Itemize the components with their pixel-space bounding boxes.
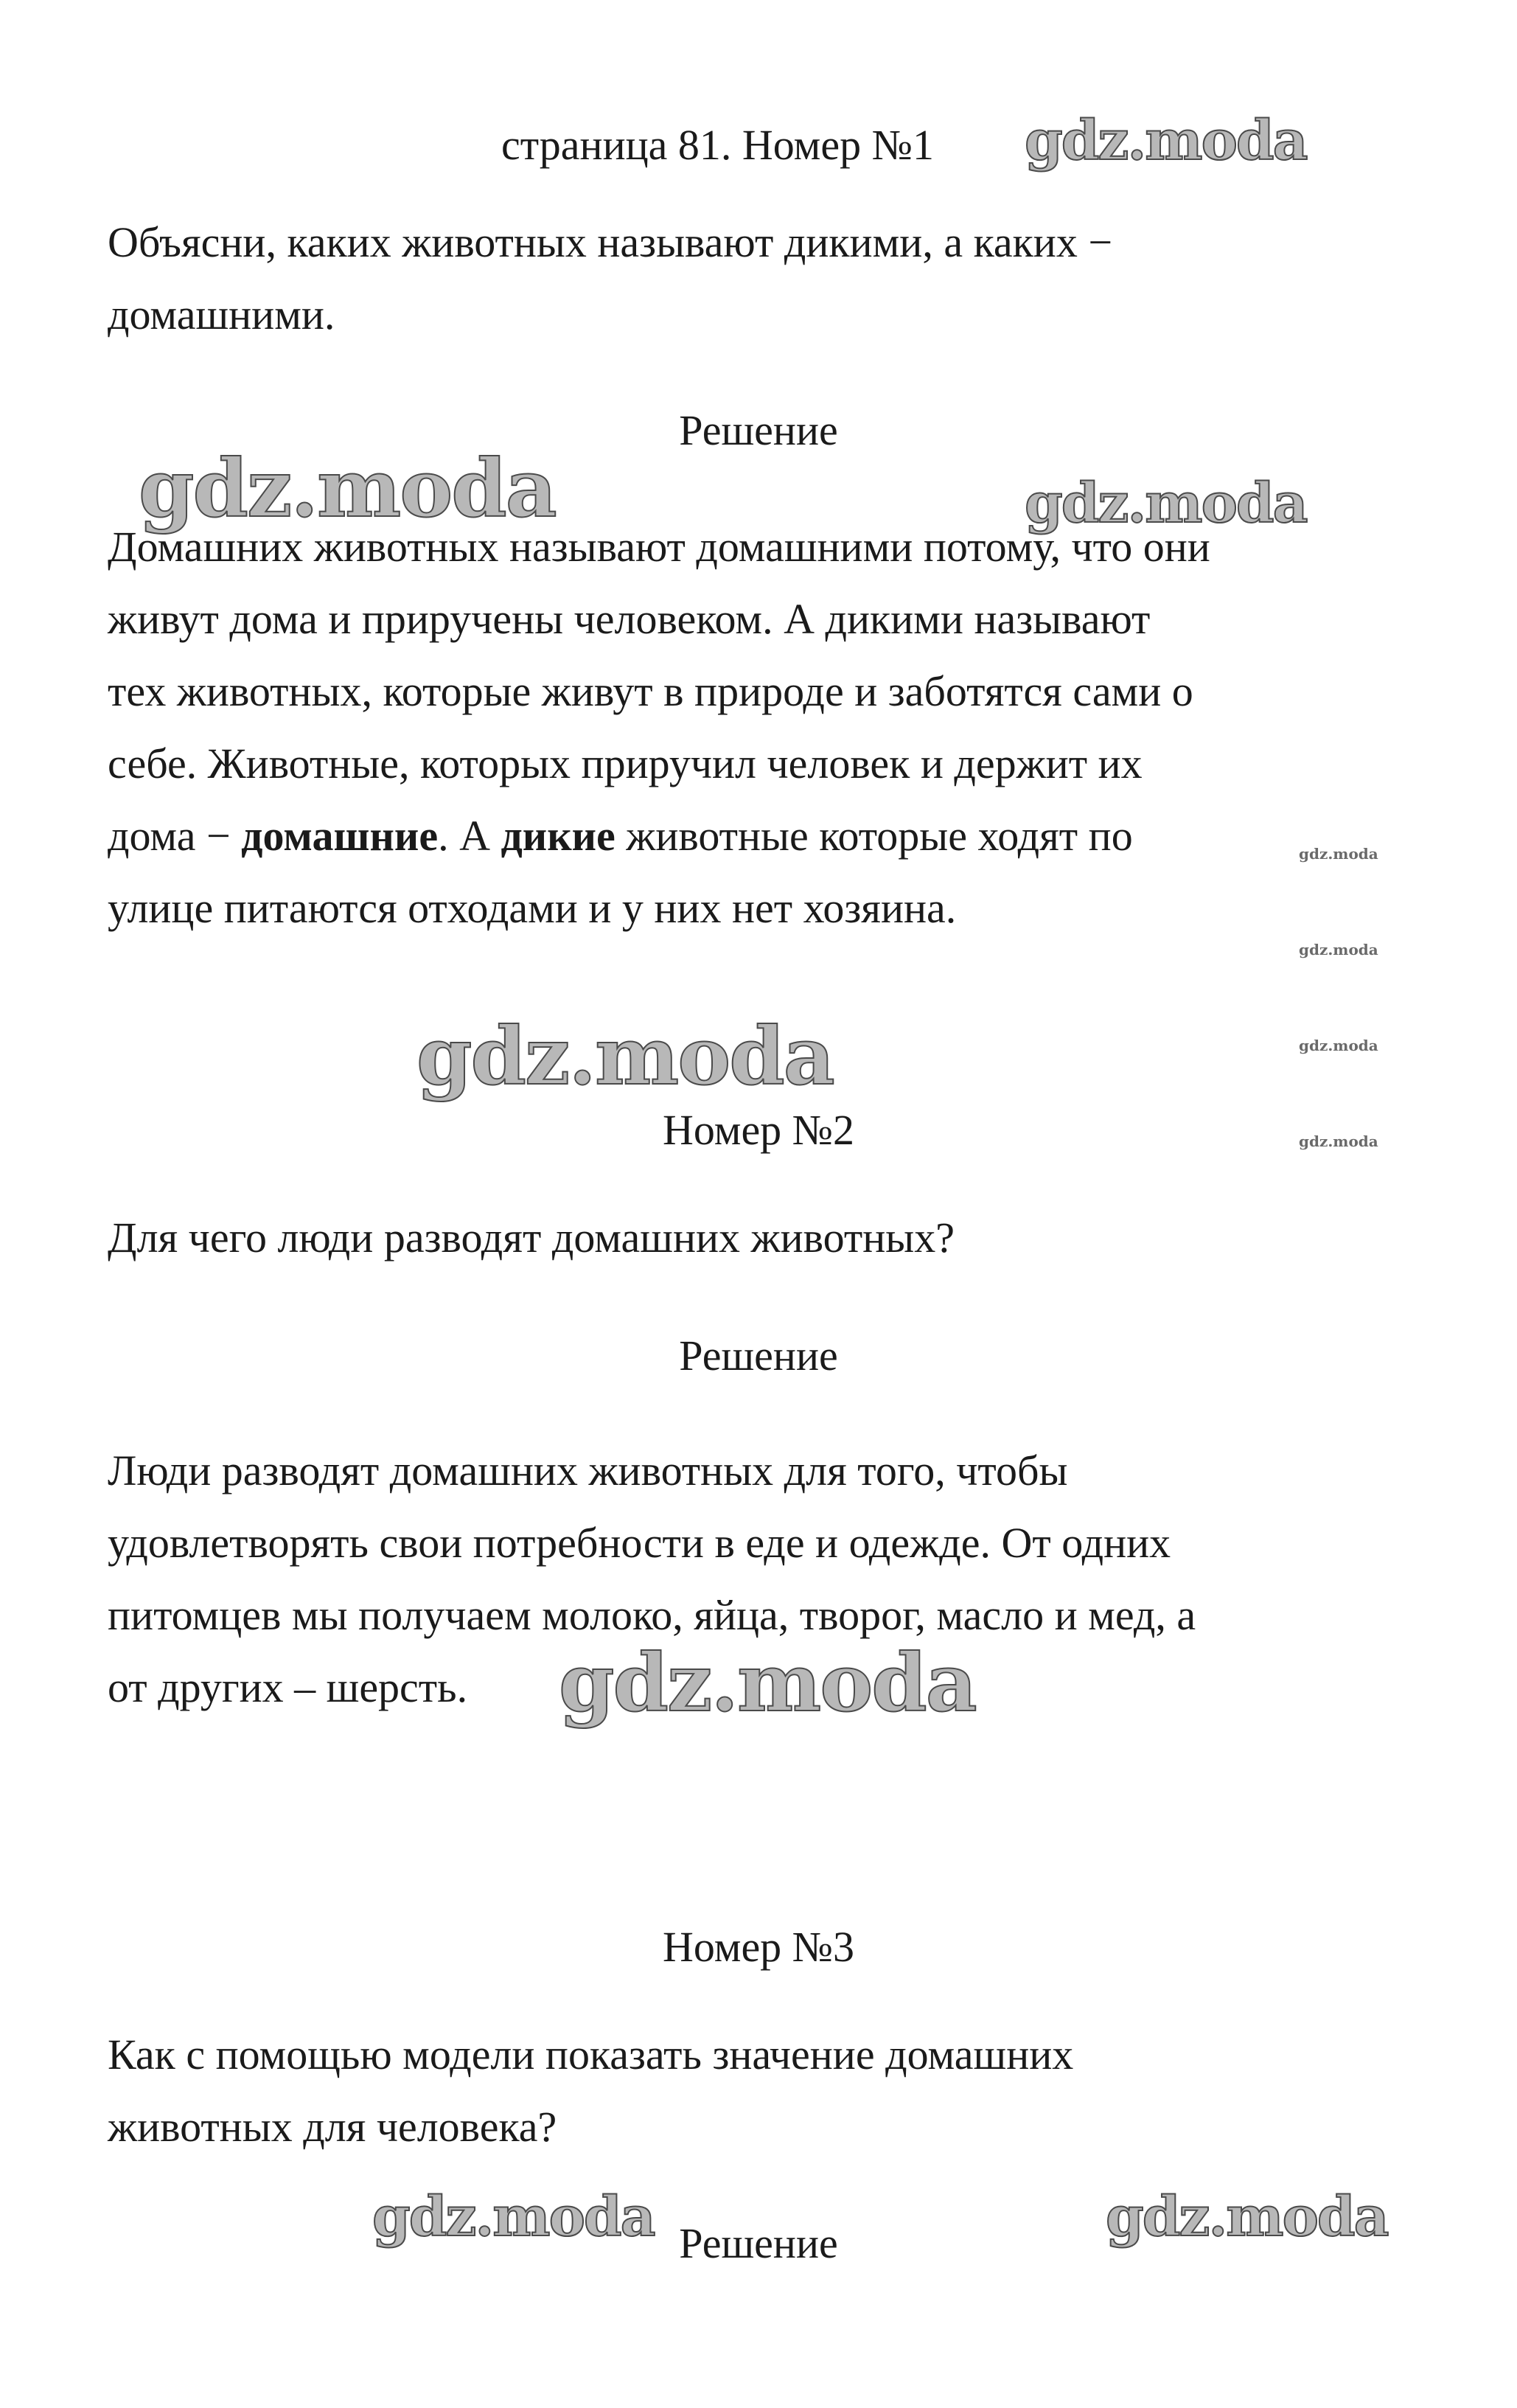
bold-term-wild: дикие [501,812,615,860]
task3-heading: Номер №3 [662,1923,855,1971]
task1-solution-heading: Решение [679,406,838,454]
task1-answer-line: Домашних животных называют домашними потому, что они [108,523,1210,571]
watermark-small: gdz.moda [1299,1132,1378,1150]
answer-text: . А [438,812,501,860]
task2-answer-line: Люди разводят домашних животных для того, чтобы [108,1447,1068,1494]
answer-text: дома − [108,812,242,860]
task2-solution-heading: Решение [679,1332,838,1379]
task1-answer-line: тех животных, которые живут в природе и заботятся сами о [108,667,1193,715]
task3-solution-heading: Решение [679,2219,838,2267]
watermark-logo: gdz.moda [416,1010,834,1103]
task3-question-line: Как с помощью модели показать значение домашних [108,2031,1074,2078]
task2-heading: Номер №2 [662,1106,855,1154]
watermark-logo: gdz.moda [372,2185,655,2249]
task1-question [108,206,1434,351]
task1-answer-line: улице питаются отходами и у них нет хозяина. [108,884,957,932]
watermark-small: gdz.moda [1299,1037,1378,1054]
task1-answer-line [108,800,1434,872]
task2-answer-line: питомцев мы получаем молоко, яйца, творог, масло и мед, а [108,1591,1196,1639]
task1-question-line: Объясни, каких животных называют дикими, а каких − [108,218,1113,266]
task3-question-line: животных для человека? [108,2103,557,2151]
watermark-small: gdz.moda [1299,845,1378,863]
watermark-small: gdz.moda [1299,941,1378,958]
task1-answer-line: живут дома и приручены человеком. А дикими называют [108,595,1151,643]
bold-term-domestic: домашние [241,812,439,860]
task1-answer [108,511,1434,944]
task1-question-line: домашними. [108,290,335,338]
answer-text: животные которые ходят по [615,812,1133,860]
watermark-logo: gdz.moda [559,1637,976,1730]
watermark-logo: gdz.moda [1025,109,1307,173]
task3-question [108,2019,1434,2163]
task2-answer-line: от других – шерсть. [108,1663,468,1711]
watermark-logo: gdz.moda [139,442,556,535]
task1-answer-line: себе. Животные, которых приручил человек и держит их [108,740,1143,787]
page-title: страница 81. Номер №1 [501,121,934,169]
task2-answer-line: удовлетворять свои потребности в еде и одежде. От одних [108,1519,1171,1567]
task2-question: Для чего люди разводят домашних животных? [108,1214,955,1262]
watermark-logo: gdz.moda [1106,2185,1388,2249]
watermark-logo: gdz.moda [1025,472,1307,535]
